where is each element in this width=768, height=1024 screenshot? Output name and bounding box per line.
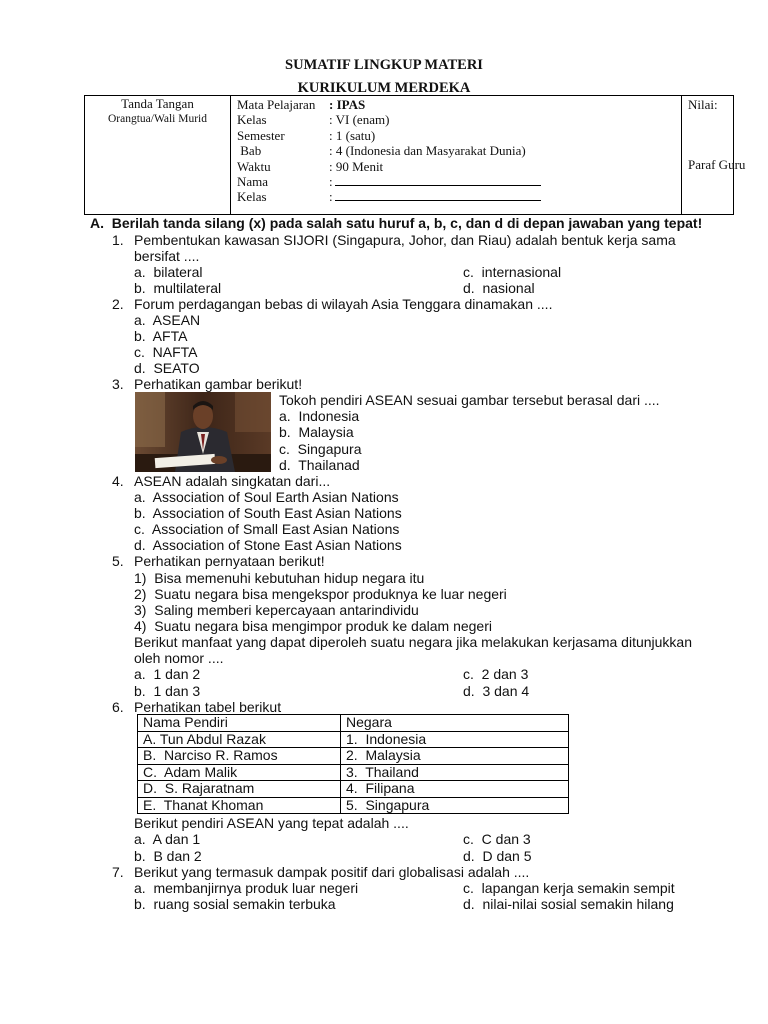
score-cell: [682, 96, 746, 214]
q6-number: 6.: [112, 699, 124, 715]
q4-option-a[interactable]: a. Association of Soul Earth Asian Nations: [134, 489, 399, 505]
q3-number: 3.: [112, 376, 124, 392]
q4-option-b[interactable]: b. Association of South East Asian Nations: [134, 505, 402, 521]
q1-option-c[interactable]: c. internasional: [463, 264, 562, 280]
q2-number: 2.: [112, 296, 124, 312]
q2-option-a[interactable]: a. ASEAN: [134, 312, 201, 328]
table-header-country: Negara: [341, 715, 569, 732]
q5-option-d[interactable]: d. 3 dan 4: [463, 683, 530, 699]
asean-founder-photo: [135, 392, 271, 472]
field-subject: Mata Pelajaran : IPAS: [237, 97, 366, 112]
q3-option-a[interactable]: a. Indonesia: [279, 408, 360, 424]
q5-statement-4: 4) Suatu negara bisa mengimpor produk ke dalam negeri: [134, 618, 492, 634]
q3-option-d[interactable]: d. Thailanad: [279, 457, 360, 473]
q4-option-d[interactable]: d. Association of Stone East Asian Nations: [134, 537, 402, 553]
q6-text-cont: Berikut pendiri ASEAN yang tepat adalah ....: [134, 815, 409, 831]
q6-option-b[interactable]: b. B dan 2: [134, 848, 202, 864]
q3-option-b[interactable]: b. Malaysia: [279, 424, 354, 440]
page-title: SUMATIF LINGKUP MATERI: [285, 57, 483, 73]
student-info-cell: [231, 96, 682, 214]
q4-number: 4.: [112, 473, 124, 489]
q2-option-b[interactable]: b. AFTA: [134, 328, 188, 344]
q5-statement-1: 1) Bisa memenuhi kebutuhan hidup negara itu: [134, 570, 425, 586]
founders-table: [137, 714, 569, 814]
q5-text-cont: Berikut manfaat yang dapat diperoleh suatu negara jika melakukan kerjasama ditunjukkan: [134, 634, 693, 650]
q1-text: Pembentukan kawasan SIJORI (Singapura, Johor, dan Riau) adalah bentuk kerja sama: [134, 232, 676, 248]
q5-statement-3: 3) Saling memberi kepercayaan antarindividu: [134, 602, 419, 618]
field-chapter: Bab : 4 (Indonesia dan Masyarakat Dunia): [237, 143, 526, 158]
signature-sublabel: Orangtua/Wali Murid: [107, 113, 208, 125]
q7-option-b[interactable]: b. ruang sosial semakin terbuka: [134, 896, 336, 912]
q6-option-c[interactable]: c. C dan 3: [463, 831, 531, 847]
q5-option-b[interactable]: b. 1 dan 3: [134, 683, 201, 699]
q5-text: Perhatikan pernyataan berikut!: [134, 553, 325, 569]
q7-option-a[interactable]: a. membanjirnya produk luar negeri: [134, 880, 359, 896]
field-class: Kelas : VI (enam): [237, 112, 390, 127]
parent-signature-cell: [85, 96, 231, 214]
q5-statement-2: 2) Suatu negara bisa mengekspor produknya ke luar negeri: [134, 586, 507, 602]
q1-text-cont: bersifat ....: [134, 248, 200, 264]
table-row: A. Tun Abdul Razak 1. Indonesia: [138, 731, 569, 748]
q6-option-d[interactable]: d. D dan 5: [463, 848, 532, 864]
identity-table: [84, 95, 746, 215]
table-row: D. S. Rajaratnam 4. Filipana: [138, 781, 569, 798]
q7-text: Berikut yang termasuk dampak positif dari globalisasi adalah ....: [134, 864, 530, 880]
q7-option-d[interactable]: d. nilai-nilai sosial semakin hilang: [463, 896, 674, 912]
q7-number: 7.: [112, 864, 124, 880]
field-semester: Semester : 1 (satu): [237, 128, 376, 143]
q1-option-d[interactable]: d. nasional: [463, 280, 535, 296]
q3-option-c[interactable]: c. Singapura: [279, 441, 362, 457]
field-name[interactable]: Nama :: [237, 174, 541, 190]
table-row: B. Narciso R. Ramos 2. Malaysia: [138, 748, 569, 765]
table-header-founder: Nama Pendiri: [138, 715, 341, 732]
page-subtitle: KURIKULUM MERDEKA: [297, 80, 471, 96]
q5-option-c[interactable]: c. 2 dan 3: [463, 666, 529, 682]
q3-text-cont: Tokoh pendiri ASEAN sesuai gambar tersebut berasal dari ....: [279, 392, 660, 408]
table-row: E. Thanat Khoman 5. Singapura: [138, 797, 569, 814]
q4-text: ASEAN adalah singkatan dari...: [134, 473, 331, 489]
score-label: Nilai:: [688, 97, 718, 112]
q5-number: 5.: [112, 553, 124, 569]
q5-text-cont-2: oleh nomor ....: [134, 650, 224, 666]
q2-option-c[interactable]: c. NAFTA: [134, 344, 198, 360]
signature-label: Tanda Tangan: [121, 96, 194, 111]
q7-option-c[interactable]: c. lapangan kerja semakin sempit: [463, 880, 675, 896]
field-class-blank[interactable]: Kelas :: [237, 189, 541, 205]
q3-text: Perhatikan gambar berikut!: [134, 376, 303, 392]
q2-text: Forum perdagangan bebas di wilayah Asia Tenggara dinamakan ....: [134, 296, 553, 312]
section-a-instruction: A. Berilah tanda silang (x) pada salah satu huruf a, b, c, dan d di depan jawaban yang tepat!: [90, 215, 703, 231]
q1-option-b[interactable]: b. multilateral: [134, 280, 222, 296]
q6-option-a[interactable]: a. A dan 1: [134, 831, 201, 847]
portrait-illustration: [135, 392, 271, 472]
q5-option-a[interactable]: a. 1 dan 2: [134, 666, 201, 682]
table-header-row: [138, 715, 569, 732]
q1-number: 1.: [112, 232, 124, 248]
table-row: C. Adam Malik 3. Thailand: [138, 764, 569, 781]
q1-option-a[interactable]: a. bilateral: [134, 264, 203, 280]
field-time: Waktu : 90 Menit: [237, 159, 384, 174]
class-blank[interactable]: [335, 190, 541, 201]
q2-option-d[interactable]: d. SEATO: [134, 360, 200, 376]
q6-text: Perhatikan tabel berikut: [134, 699, 282, 715]
name-blank[interactable]: [335, 175, 541, 186]
teacher-initial-label: Paraf Guru: [688, 157, 746, 172]
q4-option-c[interactable]: c. Association of Small East Asian Nations: [134, 521, 400, 537]
